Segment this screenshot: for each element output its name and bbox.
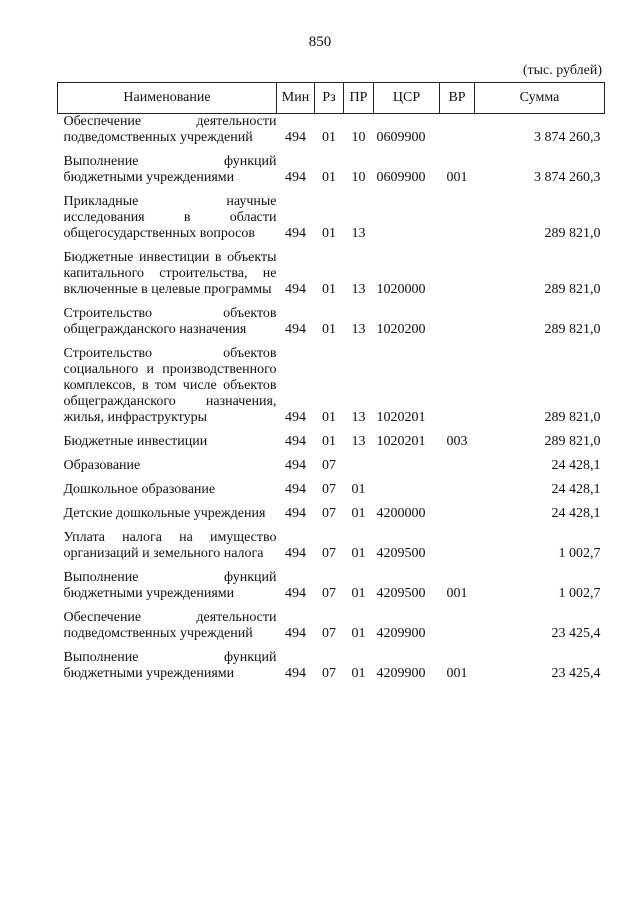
cell-pr: 01: [351, 626, 366, 641]
cell-name: Прикладные научные исследования в области общегосударственных вопросов: [63, 194, 277, 241]
cell-sum: 289 821,0: [544, 410, 601, 425]
cell-pr: 13: [351, 282, 366, 297]
cell-sum: 289 821,0: [544, 322, 601, 337]
cell-min: 494: [285, 410, 306, 425]
cell-rz: 07: [322, 586, 336, 601]
cell-pr: 01: [351, 586, 366, 601]
cell-pr: 01: [351, 666, 366, 681]
table-row: [58, 642, 605, 682]
cell-rz: 01: [322, 226, 336, 241]
cell-sum: 3 874 260,3: [534, 130, 601, 145]
cell-name: Выполнение функций бюджетными учреждениями: [63, 650, 277, 681]
cell-rz: 01: [322, 410, 336, 425]
cell-csr: 4209900: [376, 626, 426, 641]
header-sum: Сумма: [475, 83, 605, 114]
cell-name: Образование: [63, 458, 141, 473]
table-row: [58, 522, 605, 562]
header-pr: ПР: [344, 83, 374, 114]
table-row: [58, 426, 605, 450]
cell-vr: [440, 474, 475, 498]
cell-pr: 01: [351, 482, 366, 497]
cell-csr: [374, 186, 440, 242]
table-row: [58, 562, 605, 602]
cell-vr: [440, 522, 475, 562]
cell-rz: 07: [322, 546, 336, 561]
cell-name: Обеспечение деятельности подведомственных учреждений: [63, 114, 277, 145]
cell-min: 494: [285, 626, 306, 641]
cell-csr: 0609900: [376, 170, 426, 185]
cell-name: Детские дошкольные учреждения: [63, 506, 266, 521]
cell-min: 494: [285, 458, 306, 473]
header-row: [58, 83, 605, 114]
cell-sum: 289 821,0: [544, 434, 601, 449]
cell-name: Бюджетные инвестиции: [63, 434, 208, 449]
cell-min: 494: [285, 322, 306, 337]
cell-name: Строительство объектов общегражданского назначения: [63, 306, 277, 337]
cell-pr: 13: [351, 322, 366, 337]
cell-sum: 23 425,4: [551, 626, 601, 641]
cell-min: 494: [285, 170, 306, 185]
cell-min: 494: [285, 226, 306, 241]
budget-table: [57, 82, 605, 682]
cell-name: Строительство объектов социального и производственного комплексов, в том числе объектов общегражданского назначения, жилья, инфраструктуры: [63, 346, 277, 425]
cell-csr: 1020200: [376, 322, 426, 337]
cell-rz: 01: [322, 170, 336, 185]
cell-vr: [440, 498, 475, 522]
table-row: [58, 242, 605, 298]
cell-vr: [440, 242, 475, 298]
cell-min: 494: [285, 586, 306, 601]
cell-min: 494: [285, 434, 306, 449]
cell-csr: [374, 474, 440, 498]
cell-sum: 24 428,1: [551, 458, 601, 473]
cell-csr: 0609900: [376, 130, 426, 145]
cell-sum: 3 874 260,3: [534, 170, 601, 185]
cell-rz: 01: [322, 434, 336, 449]
cell-vr: [440, 602, 475, 642]
page-number: 850: [308, 34, 332, 50]
cell-sum: 289 821,0: [544, 226, 601, 241]
cell-min: 494: [285, 130, 306, 145]
cell-csr: [374, 450, 440, 474]
table-row: [58, 146, 605, 186]
header-csr: ЦСР: [374, 83, 440, 114]
cell-sum: 1 002,7: [558, 586, 601, 601]
cell-vr: [440, 338, 475, 426]
cell-rz: 07: [322, 666, 336, 681]
cell-rz: 01: [322, 282, 336, 297]
cell-csr: 1020201: [376, 434, 426, 449]
cell-csr: 1020201: [376, 410, 426, 425]
cell-vr: 001: [446, 666, 468, 681]
cell-csr: 1020000: [376, 282, 426, 297]
cell-min: 494: [285, 506, 306, 521]
cell-pr: 13: [351, 226, 366, 241]
cell-min: 494: [285, 666, 306, 681]
cell-vr: [440, 186, 475, 242]
table-row: [58, 298, 605, 338]
cell-name: Дошкольное образование: [63, 482, 216, 497]
cell-rz: 01: [322, 130, 336, 145]
table-row: [58, 186, 605, 242]
cell-name: Выполнение функций бюджетными учреждениями: [63, 570, 277, 601]
cell-pr: 01: [351, 506, 366, 521]
header-rz: Рз: [315, 83, 344, 114]
cell-sum: 1 002,7: [558, 546, 601, 561]
cell-sum: 289 821,0: [544, 282, 601, 297]
cell-rz: 07: [322, 458, 336, 473]
cell-min: 494: [285, 482, 306, 497]
cell-csr: 4209500: [376, 546, 426, 561]
cell-vr: [440, 298, 475, 338]
table-row: [58, 498, 605, 522]
cell-name: Выполнение функций бюджетными учреждениями: [63, 154, 277, 185]
cell-csr: 4200000: [376, 506, 426, 521]
cell-rz: 01: [322, 322, 336, 337]
header-vr: ВР: [440, 83, 475, 114]
cell-pr: 10: [351, 130, 366, 145]
cell-min: 494: [285, 546, 306, 561]
cell-vr: [440, 450, 475, 474]
cell-csr: 4209500: [376, 586, 426, 601]
cell-name: Бюджетные инвестиции в объекты капитального строительства, не включенные в целевые программы: [63, 250, 277, 297]
header-name: Наименование: [58, 83, 277, 114]
cell-rz: 07: [322, 506, 336, 521]
cell-sum: 23 425,4: [551, 666, 601, 681]
table-row: [58, 474, 605, 498]
cell-pr: 13: [351, 410, 366, 425]
header-min: Мин: [277, 83, 315, 114]
cell-pr: 01: [351, 546, 366, 561]
table-body: [58, 114, 605, 683]
table-row: [58, 114, 605, 147]
cell-pr: [344, 450, 374, 474]
cell-pr: 10: [351, 170, 366, 185]
cell-name: Уплата налога на имущество организаций и земельного налога: [63, 530, 277, 561]
table-row: [58, 602, 605, 642]
table-row: [58, 338, 605, 426]
cell-vr: 001: [446, 170, 468, 185]
cell-rz: 07: [322, 482, 336, 497]
cell-vr: 003: [446, 434, 468, 449]
cell-rz: 07: [322, 626, 336, 641]
cell-sum: 24 428,1: [551, 482, 601, 497]
cell-vr: [440, 114, 475, 147]
units-label: (тыс. рублей): [522, 63, 602, 78]
table-row: [58, 450, 605, 474]
cell-pr: 13: [351, 434, 366, 449]
cell-csr: 4209900: [376, 666, 426, 681]
cell-min: 494: [285, 282, 306, 297]
cell-name: Обеспечение деятельности подведомственных учреждений: [63, 610, 277, 641]
cell-vr: 001: [446, 586, 468, 601]
cell-sum: 24 428,1: [551, 506, 601, 521]
